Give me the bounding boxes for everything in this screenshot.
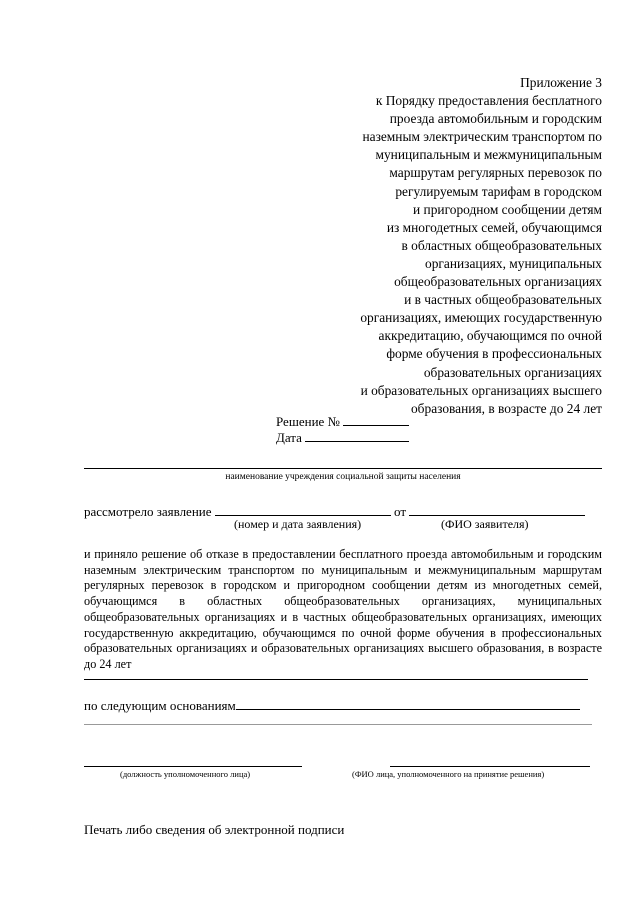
appendix-line: форме обучения в профессиональных xyxy=(386,346,602,362)
decision-text: и приняло решение об отказе в предоставлении бесплатного проезда автомобильным и городским наземным электрическим транспортом по муниципальным и межмуниципальным маршрутам регулярных перевозок в городском и пригородном сообщении детям из многодетных семей, обучающимся в областных общеобразовательных организациях, муниципальных общеобразовательных организациях и в частных общеобразовательных организациях, имеющих государственную аккредитацию, обучающимся по очной форме обучения в профессиональных образовательных организациях и образовательных организациях высшего образования, в возрасте до 24 лет xyxy=(84,547,602,671)
decision-number-field[interactable] xyxy=(343,414,409,426)
applicant-hint: (ФИО заявителя) xyxy=(441,517,529,531)
appendix-line: аккредитацию, обучающимся по очной xyxy=(378,328,602,344)
decision-date-label: Дата xyxy=(276,430,302,445)
appendix-line: маршрутам регулярных перевозок по xyxy=(389,165,602,181)
appendix-line: организациях, муниципальных xyxy=(425,255,602,271)
name-signature-line[interactable] xyxy=(390,766,590,767)
from-label: от xyxy=(394,504,407,519)
name-caption: (ФИО лица, уполномоченного на принятие решения) xyxy=(352,769,545,779)
grounds-extra-line[interactable] xyxy=(84,724,592,725)
appendix-line: организациях, имеющих государственную xyxy=(360,310,602,326)
position-caption: (должность уполномоченного лица) xyxy=(120,769,251,779)
appendix-line: в областных общеобразовательных xyxy=(401,237,602,253)
appendix-header xyxy=(302,74,602,418)
decision-date-field[interactable] xyxy=(305,430,409,442)
grounds-row xyxy=(84,697,604,713)
position-signature-line[interactable] xyxy=(84,766,302,767)
decision-number-label: Решение № xyxy=(276,414,340,429)
appendix-title: Приложение 3 xyxy=(520,75,602,90)
appendix-line: муниципальным и межмуниципальным xyxy=(375,147,602,163)
decision-date-row xyxy=(276,430,409,446)
appendix-line: образования, в возрасте до 24 лет xyxy=(410,400,602,416)
appendix-line: и пригородном сообщении детям xyxy=(413,201,602,217)
considered-label: рассмотрело заявление xyxy=(84,504,212,519)
appendix-line: из многодетных семей, обучающимся xyxy=(386,219,602,235)
appendix-line: проезда автомобильным и городским xyxy=(389,111,602,127)
grounds-label: по следующим основаниям xyxy=(84,698,236,713)
appendix-line: общеобразовательных организациях xyxy=(394,274,602,290)
applicant-name-field[interactable] xyxy=(409,503,585,516)
institution-field[interactable] xyxy=(84,468,602,482)
decision-text-underline xyxy=(84,679,588,680)
appendix-line: регулируемым тарифам в городском xyxy=(395,183,602,199)
seal-label: Печать либо сведения об электронной подписи xyxy=(84,822,345,837)
appendix-line: образовательных организациях xyxy=(423,364,602,380)
appendix-line: наземным электрическим транспортом по xyxy=(362,129,602,145)
appendix-line: к Порядку предоставления бесплатного xyxy=(375,93,602,109)
grounds-field[interactable] xyxy=(236,697,580,710)
appendix-line: и в частных общеобразовательных xyxy=(404,292,602,308)
application-number-field[interactable] xyxy=(215,503,391,516)
decision-number-row xyxy=(276,414,409,430)
decision-block xyxy=(276,414,409,446)
institution-caption: наименование учреждения социальной защиты населения xyxy=(225,472,461,482)
appendix-line: и образовательных организациях высшего xyxy=(360,382,602,398)
application-hint: (номер и дата заявления) xyxy=(234,517,362,531)
